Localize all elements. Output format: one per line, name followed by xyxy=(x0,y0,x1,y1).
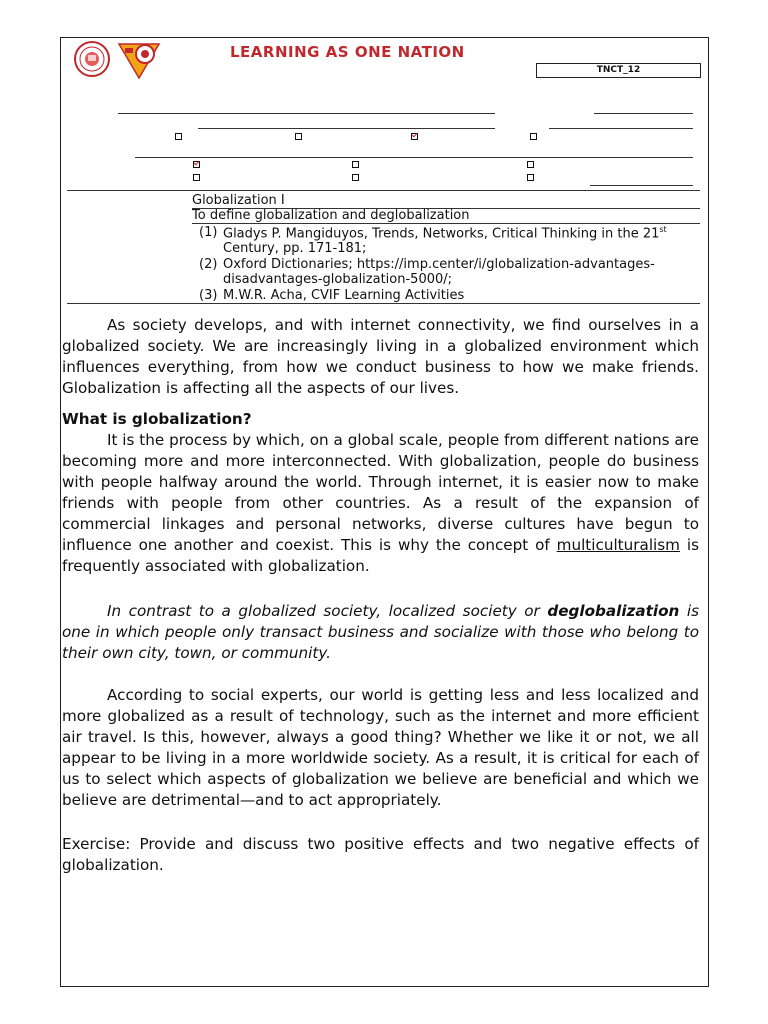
form-line xyxy=(192,223,700,224)
reference-number: (1) xyxy=(199,225,218,240)
reference-2-line1: Oxford Dictionaries; https://imp.center/i/globalization-advantages- xyxy=(223,257,655,272)
definition-text: It is the process by which, on a global scale, people from different nations are becoming more and more interconnected. With globalization, people do business with people halfway around the world. Through internet, it is easier now to make friends with people from other countries. As a result of the expansion of commercial linkages and personal networks, diverse cultures have begun to influence one another and coexist. This is why the concept of xyxy=(62,431,699,554)
division-logo xyxy=(115,40,163,80)
checkbox[interactable] xyxy=(175,133,182,140)
deglobalization-term: deglobalization xyxy=(547,602,680,620)
lesson-objective: To define globalization and deglobalization xyxy=(192,208,470,223)
experts-paragraph: According to social experts, our world is getting less and less localized and more globalized as a result of technology, such as the internet and more efficient air travel. Is this, however, always a good thing? Whether we like it or not, we all appear to be living in a more worldwide society. As a result, it is critical for each of us to select which aspects of globalization we believe are beneficial and which we believe are detrimental—and to act appropriately. xyxy=(62,686,699,809)
form-line xyxy=(67,303,700,304)
checkbox[interactable] xyxy=(352,174,359,181)
checkbox-checked[interactable] xyxy=(193,161,200,168)
form-line xyxy=(135,157,693,158)
form-line xyxy=(118,113,495,114)
definition-paragraph xyxy=(62,430,699,577)
definition-text-end: is frequently associated with globalization. xyxy=(62,536,699,575)
section-heading: What is globalization? xyxy=(62,410,252,428)
reference-1-line2: Century, pp. 171-181; xyxy=(223,241,367,256)
contrast-paragraph xyxy=(62,601,699,664)
form-line xyxy=(198,128,495,129)
multiculturalism-term: multiculturalism xyxy=(556,536,680,554)
reference-number: (2) xyxy=(199,257,218,272)
reference-1-sup: st xyxy=(659,225,667,234)
checkbox[interactable] xyxy=(530,133,537,140)
checkbox[interactable] xyxy=(295,133,302,140)
form-line xyxy=(67,190,700,191)
contrast-text: In contrast to a globalized society, localized society or xyxy=(107,602,548,620)
document-code: TNCT_12 xyxy=(536,63,701,78)
reference-2-line2: disadvantages-globalization-5000/; xyxy=(223,272,453,287)
contrast-text-end: is one in which people only transact business and socialize with those who belong to their own city, town, or community. xyxy=(62,602,699,662)
checkbox-checked[interactable] xyxy=(411,133,418,140)
checkbox[interactable] xyxy=(352,161,359,168)
school-seal-logo xyxy=(69,40,115,78)
form-line xyxy=(549,128,693,129)
reference-text xyxy=(223,225,667,241)
lesson-topic: Globalization I xyxy=(192,193,285,208)
reference-3-line1: M.W.R. Acha, CVIF Learning Activities xyxy=(223,288,465,303)
form-line xyxy=(594,113,693,114)
page-title: LEARNING AS ONE NATION xyxy=(230,43,465,61)
checkbox[interactable] xyxy=(527,174,534,181)
checkbox[interactable] xyxy=(527,161,534,168)
intro-paragraph: As society develops, and with internet connectivity, we find ourselves in a globalized society. We are increasingly living in a globalized environment which influences everything, from how we conduct business to how we make friends. Globalization is affecting all the aspects of our lives. xyxy=(62,316,699,397)
checkbox[interactable] xyxy=(193,174,200,181)
exercise-paragraph: Exercise: Provide and discuss two positive effects and two negative effects of globalization. xyxy=(62,835,699,874)
reference-1-line1: Gladys P. Mangiduyos, Trends, Networks, Critical Thinking in the 21 xyxy=(223,226,660,242)
reference-number: (3) xyxy=(199,288,218,303)
form-line xyxy=(590,185,693,186)
